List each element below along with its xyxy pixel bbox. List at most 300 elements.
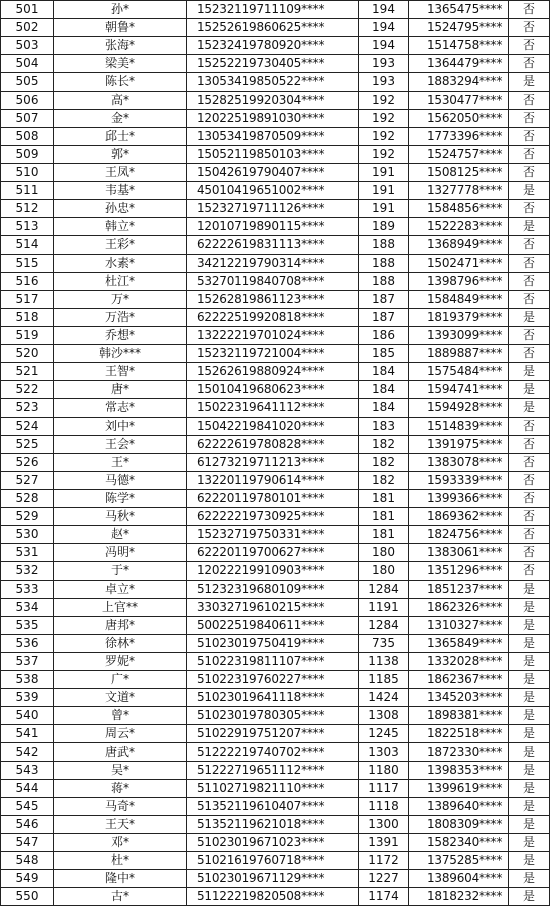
phone-cell: 1389640**** [409, 797, 509, 815]
table-row [1, 797, 550, 815]
score-cell: 1138 [359, 652, 409, 670]
row-number-cell: 521 [1, 363, 54, 381]
phone-cell: 1582340**** [409, 834, 509, 852]
name-cell: 唐武* [54, 743, 187, 761]
row-number-cell: 544 [1, 779, 54, 797]
id-number-cell: 51022319760227**** [187, 671, 359, 689]
name-cell: 邱士* [54, 127, 187, 145]
phone-cell: 1593339**** [409, 471, 509, 489]
score-cell: 1227 [359, 870, 409, 888]
name-cell: 杜江* [54, 272, 187, 290]
score-cell: 180 [359, 544, 409, 562]
id-number-cell: 12010719890115**** [187, 218, 359, 236]
name-cell: 隆中* [54, 870, 187, 888]
table-row [1, 834, 550, 852]
id-number-cell: 15262619880924**** [187, 363, 359, 381]
phone-cell: 1391975**** [409, 435, 509, 453]
id-number-cell: 53270119840708**** [187, 272, 359, 290]
id-number-cell: 15232419780920**** [187, 37, 359, 55]
row-number-cell: 505 [1, 73, 54, 91]
row-number-cell: 501 [1, 1, 54, 19]
row-number-cell: 538 [1, 671, 54, 689]
id-number-cell: 15232719750331**** [187, 526, 359, 544]
phone-cell: 1584856**** [409, 200, 509, 218]
score-cell: 187 [359, 290, 409, 308]
table-row [1, 616, 550, 634]
name-cell: 于* [54, 562, 187, 580]
flag-cell: 否 [509, 91, 550, 109]
score-cell: 182 [359, 453, 409, 471]
score-cell: 180 [359, 562, 409, 580]
row-number-cell: 508 [1, 127, 54, 145]
flag-cell: 否 [509, 471, 550, 489]
phone-cell: 1524757**** [409, 145, 509, 163]
id-number-cell: 51023019780305**** [187, 707, 359, 725]
table-row [1, 598, 550, 616]
table-row [1, 345, 550, 363]
score-cell: 184 [359, 363, 409, 381]
id-number-cell: 15052119850103**** [187, 145, 359, 163]
table-row [1, 290, 550, 308]
row-number-cell: 527 [1, 471, 54, 489]
id-number-cell: 62220119700627**** [187, 544, 359, 562]
row-number-cell: 524 [1, 417, 54, 435]
flag-cell: 是 [509, 580, 550, 598]
flag-cell: 否 [509, 109, 550, 127]
score-cell: 184 [359, 399, 409, 417]
flag-cell: 否 [509, 562, 550, 580]
name-cell: 蒋* [54, 779, 187, 797]
table-row [1, 73, 550, 91]
phone-cell: 1530477**** [409, 91, 509, 109]
row-number-cell: 533 [1, 580, 54, 598]
flag-cell: 否 [509, 326, 550, 344]
phone-cell: 1310327**** [409, 616, 509, 634]
score-cell: 1245 [359, 725, 409, 743]
table-row [1, 580, 550, 598]
score-cell: 188 [359, 236, 409, 254]
name-cell: 卓立* [54, 580, 187, 598]
phone-cell: 1818232**** [409, 888, 509, 906]
score-cell: 184 [359, 381, 409, 399]
id-number-cell: 61273219711213**** [187, 453, 359, 471]
id-number-cell: 15282519920304**** [187, 91, 359, 109]
row-number-cell: 513 [1, 218, 54, 236]
row-number-cell: 518 [1, 308, 54, 326]
phone-cell: 1383078**** [409, 453, 509, 471]
row-number-cell: 516 [1, 272, 54, 290]
flag-cell: 是 [509, 381, 550, 399]
id-number-cell: 12022219910903**** [187, 562, 359, 580]
table-row [1, 689, 550, 707]
score-cell: 1185 [359, 671, 409, 689]
id-number-cell: 15252219730405**** [187, 55, 359, 73]
flag-cell: 否 [509, 19, 550, 37]
name-cell: 王会* [54, 435, 187, 453]
row-number-cell: 530 [1, 526, 54, 544]
name-cell: 冯明* [54, 544, 187, 562]
id-number-cell: 15232719711126**** [187, 200, 359, 218]
row-number-cell: 539 [1, 689, 54, 707]
name-cell: 周云* [54, 725, 187, 743]
name-cell: 唐* [54, 381, 187, 399]
row-number-cell: 503 [1, 37, 54, 55]
phone-cell: 1851237**** [409, 580, 509, 598]
table-row [1, 652, 550, 670]
flag-cell: 否 [509, 200, 550, 218]
score-cell: 1174 [359, 888, 409, 906]
row-number-cell: 526 [1, 453, 54, 471]
table-row [1, 109, 550, 127]
name-cell: 唐邦* [54, 616, 187, 634]
id-number-cell: 15042219841020**** [187, 417, 359, 435]
flag-cell: 否 [509, 544, 550, 562]
phone-cell: 1383061**** [409, 544, 509, 562]
phone-cell: 1524795**** [409, 19, 509, 37]
table-row [1, 236, 550, 254]
flag-cell: 是 [509, 182, 550, 200]
table-row [1, 471, 550, 489]
score-cell: 193 [359, 55, 409, 73]
table-row [1, 145, 550, 163]
score-cell: 1391 [359, 834, 409, 852]
flag-cell: 是 [509, 598, 550, 616]
score-cell: 191 [359, 182, 409, 200]
name-cell: 马奇* [54, 797, 187, 815]
id-number-cell: 51023019671023**** [187, 834, 359, 852]
id-number-cell: 50022519840611**** [187, 616, 359, 634]
id-number-cell: 12022519891030**** [187, 109, 359, 127]
phone-cell: 1368949**** [409, 236, 509, 254]
phone-cell: 1399619**** [409, 779, 509, 797]
phone-cell: 1327778**** [409, 182, 509, 200]
row-number-cell: 536 [1, 634, 54, 652]
id-number-cell: 51232319680109**** [187, 580, 359, 598]
score-cell: 182 [359, 471, 409, 489]
table-row [1, 363, 550, 381]
name-cell: 韩沙*** [54, 345, 187, 363]
score-cell: 1303 [359, 743, 409, 761]
flag-cell: 是 [509, 870, 550, 888]
name-cell: 曾* [54, 707, 187, 725]
flag-cell: 否 [509, 489, 550, 507]
phone-cell: 1365849**** [409, 634, 509, 652]
row-number-cell: 506 [1, 91, 54, 109]
table-row [1, 435, 550, 453]
flag-cell: 是 [509, 834, 550, 852]
flag-cell: 否 [509, 127, 550, 145]
phone-cell: 1869362**** [409, 508, 509, 526]
name-cell: 孙忠* [54, 200, 187, 218]
name-cell: 古* [54, 888, 187, 906]
flag-cell: 是 [509, 671, 550, 689]
score-cell: 191 [359, 200, 409, 218]
table-row [1, 671, 550, 689]
id-number-cell: 15022319641112**** [187, 399, 359, 417]
name-cell: 杜* [54, 852, 187, 870]
flag-cell: 否 [509, 254, 550, 272]
flag-cell: 否 [509, 236, 550, 254]
table-body [1, 1, 550, 906]
id-number-cell: 51352119621018**** [187, 815, 359, 833]
name-cell: 乔想* [54, 326, 187, 344]
flag-cell: 是 [509, 779, 550, 797]
phone-cell: 1332028**** [409, 652, 509, 670]
phone-cell: 1393099**** [409, 326, 509, 344]
name-cell: 马秋* [54, 508, 187, 526]
phone-cell: 1808309**** [409, 815, 509, 833]
name-cell: 金* [54, 109, 187, 127]
row-number-cell: 547 [1, 834, 54, 852]
phone-cell: 1819379**** [409, 308, 509, 326]
score-cell: 194 [359, 37, 409, 55]
phone-cell: 1594928**** [409, 399, 509, 417]
id-number-cell: 51023019750419**** [187, 634, 359, 652]
score-cell: 182 [359, 435, 409, 453]
row-number-cell: 514 [1, 236, 54, 254]
score-cell: 1180 [359, 761, 409, 779]
table-row [1, 163, 550, 181]
phone-cell: 1508125**** [409, 163, 509, 181]
flag-cell: 否 [509, 163, 550, 181]
row-number-cell: 545 [1, 797, 54, 815]
row-number-cell: 511 [1, 182, 54, 200]
flag-cell: 是 [509, 761, 550, 779]
name-cell: 马德* [54, 471, 187, 489]
id-number-cell: 51352119610407**** [187, 797, 359, 815]
id-number-cell: 62222619780828**** [187, 435, 359, 453]
flag-cell: 否 [509, 55, 550, 73]
name-cell: 孙* [54, 1, 187, 19]
table-row [1, 562, 550, 580]
row-number-cell: 523 [1, 399, 54, 417]
flag-cell: 是 [509, 399, 550, 417]
flag-cell: 否 [509, 345, 550, 363]
phone-cell: 1345203**** [409, 689, 509, 707]
row-number-cell: 542 [1, 743, 54, 761]
row-number-cell: 517 [1, 290, 54, 308]
table-row [1, 707, 550, 725]
table-row [1, 218, 550, 236]
table-row [1, 37, 550, 55]
phone-cell: 1898381**** [409, 707, 509, 725]
flag-cell: 否 [509, 453, 550, 471]
flag-cell: 否 [509, 508, 550, 526]
flag-cell: 是 [509, 743, 550, 761]
score-cell: 192 [359, 91, 409, 109]
name-cell: 高* [54, 91, 187, 109]
score-cell: 1424 [359, 689, 409, 707]
name-cell: 水素* [54, 254, 187, 272]
row-number-cell: 540 [1, 707, 54, 725]
score-cell: 192 [359, 109, 409, 127]
id-number-cell: 51222719651112**** [187, 761, 359, 779]
score-cell: 186 [359, 326, 409, 344]
flag-cell: 否 [509, 417, 550, 435]
phone-cell: 1399366**** [409, 489, 509, 507]
score-cell: 1300 [359, 815, 409, 833]
table-row [1, 308, 550, 326]
score-cell: 192 [359, 127, 409, 145]
id-number-cell: 13222219701024**** [187, 326, 359, 344]
id-number-cell: 51023019641118**** [187, 689, 359, 707]
flag-cell: 是 [509, 852, 550, 870]
table-row [1, 508, 550, 526]
row-number-cell: 504 [1, 55, 54, 73]
row-number-cell: 502 [1, 19, 54, 37]
flag-cell: 是 [509, 652, 550, 670]
row-number-cell: 512 [1, 200, 54, 218]
id-number-cell: 13053419870509**** [187, 127, 359, 145]
score-cell: 189 [359, 218, 409, 236]
name-cell: 罗妮* [54, 652, 187, 670]
name-cell: 王* [54, 453, 187, 471]
table-row [1, 326, 550, 344]
table-row [1, 634, 550, 652]
phone-cell: 1824756**** [409, 526, 509, 544]
score-cell: 185 [359, 345, 409, 363]
name-cell: 邓* [54, 834, 187, 852]
id-number-cell: 15262819861123**** [187, 290, 359, 308]
name-cell: 广* [54, 671, 187, 689]
score-cell: 193 [359, 73, 409, 91]
score-cell: 194 [359, 19, 409, 37]
score-cell: 1172 [359, 852, 409, 870]
table-row [1, 761, 550, 779]
id-number-cell: 51122219820508**** [187, 888, 359, 906]
id-number-cell: 51022919751207**** [187, 725, 359, 743]
table-row [1, 254, 550, 272]
phone-cell: 1862367**** [409, 671, 509, 689]
name-cell: 徐林* [54, 634, 187, 652]
phone-cell: 1351296**** [409, 562, 509, 580]
table-row [1, 870, 550, 888]
name-cell: 赵* [54, 526, 187, 544]
table-row [1, 182, 550, 200]
name-cell: 韦基* [54, 182, 187, 200]
phone-cell: 1822518**** [409, 725, 509, 743]
row-number-cell: 550 [1, 888, 54, 906]
table-row [1, 417, 550, 435]
table-row [1, 272, 550, 290]
name-cell: 张海* [54, 37, 187, 55]
name-cell: 上官** [54, 598, 187, 616]
table-row [1, 399, 550, 417]
id-number-cell: 15042619790407**** [187, 163, 359, 181]
flag-cell: 是 [509, 363, 550, 381]
id-number-cell: 13220119790614**** [187, 471, 359, 489]
id-number-cell: 15252619860625**** [187, 19, 359, 37]
name-cell: 文道* [54, 689, 187, 707]
row-number-cell: 515 [1, 254, 54, 272]
row-number-cell: 537 [1, 652, 54, 670]
name-cell: 王彩* [54, 236, 187, 254]
row-number-cell: 525 [1, 435, 54, 453]
flag-cell: 否 [509, 526, 550, 544]
name-cell: 韩立* [54, 218, 187, 236]
row-number-cell: 519 [1, 326, 54, 344]
table-row [1, 779, 550, 797]
name-cell: 常志* [54, 399, 187, 417]
id-number-cell: 51022319811107**** [187, 652, 359, 670]
table-row [1, 453, 550, 471]
id-number-cell: 34212219790314**** [187, 254, 359, 272]
id-number-cell: 15010419680623**** [187, 381, 359, 399]
score-cell: 188 [359, 254, 409, 272]
score-cell: 181 [359, 526, 409, 544]
id-number-cell: 45010419651002**** [187, 182, 359, 200]
id-number-cell: 33032719610215**** [187, 598, 359, 616]
name-cell: 郭* [54, 145, 187, 163]
row-number-cell: 549 [1, 870, 54, 888]
score-cell: 194 [359, 1, 409, 19]
score-cell: 1117 [359, 779, 409, 797]
score-cell: 191 [359, 163, 409, 181]
table-row [1, 888, 550, 906]
flag-cell: 是 [509, 797, 550, 815]
score-cell: 188 [359, 272, 409, 290]
flag-cell: 是 [509, 73, 550, 91]
score-cell: 187 [359, 308, 409, 326]
flag-cell: 是 [509, 707, 550, 725]
table-row [1, 127, 550, 145]
row-number-cell: 507 [1, 109, 54, 127]
table-row [1, 815, 550, 833]
score-cell: 181 [359, 508, 409, 526]
table-row [1, 544, 550, 562]
row-number-cell: 522 [1, 381, 54, 399]
table-row [1, 526, 550, 544]
name-cell: 王智* [54, 363, 187, 381]
row-number-cell: 543 [1, 761, 54, 779]
flag-cell: 否 [509, 145, 550, 163]
name-cell: 王凤* [54, 163, 187, 181]
table-row [1, 725, 550, 743]
flag-cell: 是 [509, 725, 550, 743]
table-row [1, 1, 550, 19]
id-number-cell: 15232119711109**** [187, 1, 359, 19]
name-cell: 梁美* [54, 55, 187, 73]
table-row [1, 489, 550, 507]
flag-cell: 否 [509, 435, 550, 453]
id-number-cell: 13053419850522**** [187, 73, 359, 91]
flag-cell: 是 [509, 888, 550, 906]
score-cell: 1118 [359, 797, 409, 815]
name-cell: 万* [54, 290, 187, 308]
score-cell: 192 [359, 145, 409, 163]
id-number-cell: 62222519920818**** [187, 308, 359, 326]
phone-cell: 1562050**** [409, 109, 509, 127]
table-row [1, 852, 550, 870]
phone-cell: 1862326**** [409, 598, 509, 616]
name-cell: 刘中* [54, 417, 187, 435]
row-number-cell: 509 [1, 145, 54, 163]
flag-cell: 否 [509, 37, 550, 55]
score-cell: 181 [359, 489, 409, 507]
flag-cell: 是 [509, 616, 550, 634]
table-row [1, 91, 550, 109]
name-cell: 吴* [54, 761, 187, 779]
score-cell: 1284 [359, 580, 409, 598]
phone-cell: 1883294**** [409, 73, 509, 91]
id-number-cell: 51102719821110**** [187, 779, 359, 797]
flag-cell: 否 [509, 290, 550, 308]
phone-cell: 1889887**** [409, 345, 509, 363]
id-number-cell: 62222619831113**** [187, 236, 359, 254]
phone-cell: 1514758**** [409, 37, 509, 55]
phone-cell: 1364479**** [409, 55, 509, 73]
row-number-cell: 534 [1, 598, 54, 616]
